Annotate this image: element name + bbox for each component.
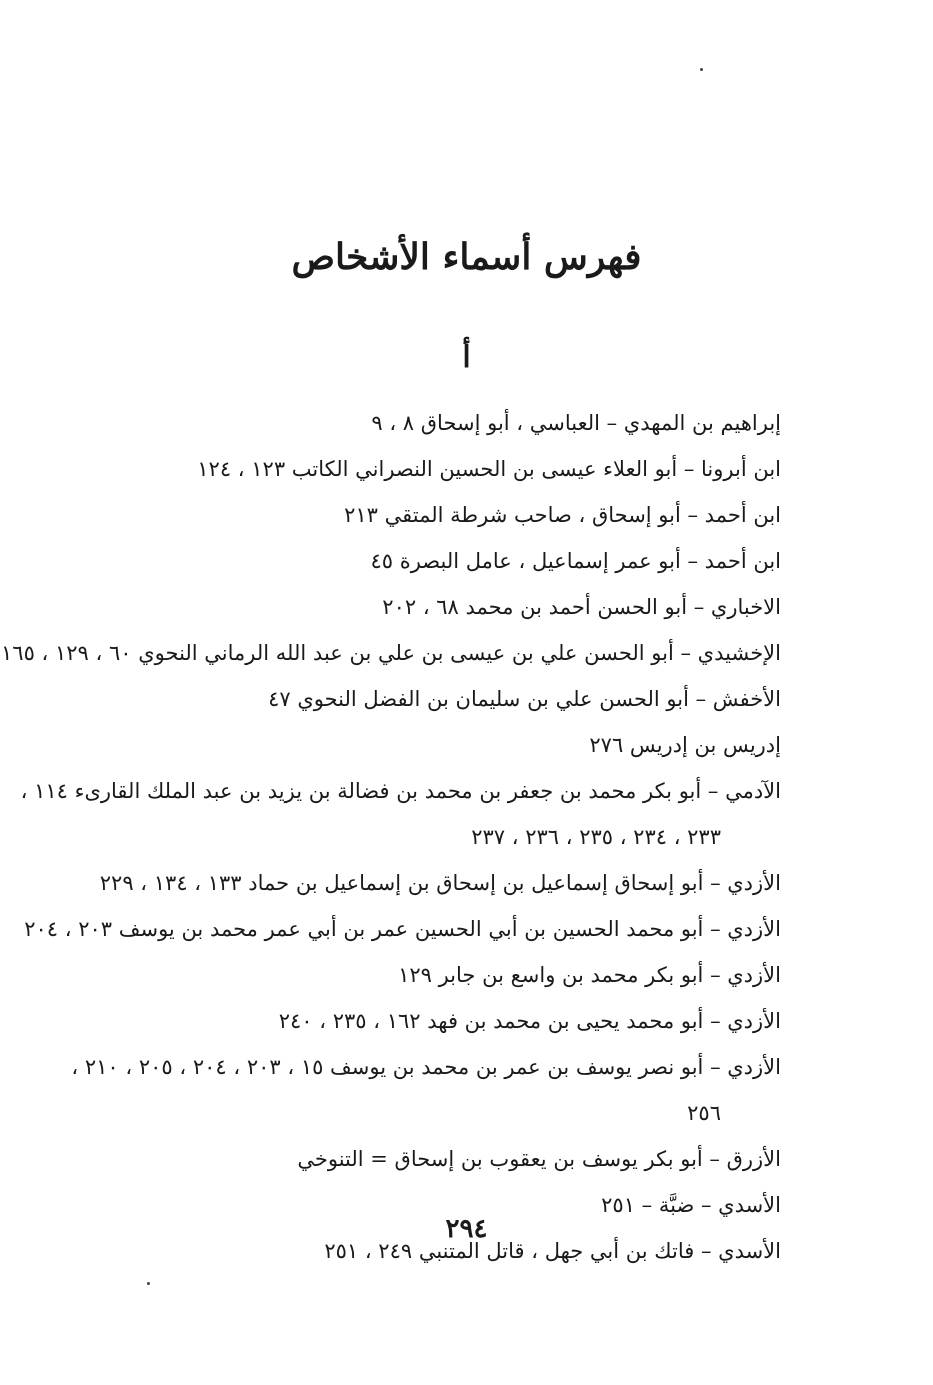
index-entry: الأسدي – ضبَّة – ٢٥١ [601,1193,781,1217]
index-entry: الأزدي – أبو محمد الحسين بن أبي الحسين عمر بن أبي عمر محمد بن يوسف ٢٠٣ ، ٢٠٤ [24,917,781,941]
index-entry: الأزدي – أبو إسحاق إسماعيل بن إسحاق بن إسماعيل بن حماد ١٣٣ ، ١٣٤ ، ٢٢٩ [99,871,781,895]
index-entry: الأزدي – أبو بكر محمد بن واسع بن جابر ١٢٩ [398,963,781,987]
page-title-text: فهرس أسماء الأشخاص [291,236,642,278]
index-entry: ابن أحمد – أبو إسحاق ، صاحب شرطة المتقي ٢١٣ [344,503,781,527]
index-entry: الإخشيدي – أبو الحسن علي بن عيسى بن علي بن عبد الله الرماني النحوي ٦٠ ، ١٢٩ ، ١٦٥ [1,641,781,665]
index-entry: الأخفش – أبو الحسن علي بن سليمان بن الفضل النحوي ٤٧ [268,687,781,711]
index-entry-continuation: ٢٣٣ ، ٢٣٤ ، ٢٣٥ ، ٢٣٦ ، ٢٣٧ [471,825,721,849]
index-entry: ابن أحمد – أبو عمر إسماعيل ، عامل البصرة ٤٥ [370,549,781,573]
index-entry: إدريس بن إدريس ٢٧٦ [589,733,781,757]
index-entry: إبراهيم بن المهدي – العباسي ، أبو إسحاق ٨ ، ٩ [371,411,781,435]
index-entry-continuation: ٢٥٦ [687,1101,721,1125]
index-entry: الأزدي – أبو نصر يوسف بن عمر بن محمد بن يوسف ١٥ ، ٢٠٣ ، ٢٠٤ ، ٢٠٥ ، ٢١٠ ، ٢٥٦ [91,1044,781,1136]
index-entry: الأزدي – أبو محمد يحيى بن محمد بن فهد ١٦٢ ، ٢٣٥ ، ٢٤٠ [278,1009,781,1033]
page-number: ٢٩٤ [445,1214,488,1244]
index-entry: ابن أبرونا – أبو العلاء عيسى بن الحسين النصراني الكاتب ١٢٣ ، ١٢٤ [197,457,781,481]
section-letter: أ [462,340,471,375]
scan-speck [700,68,703,71]
scan-speck [147,1282,150,1285]
index-entry: الأسدي – فاتك بن أبي جهل ، قاتل المتنبي ٢٤٩ ، ٢٥١ [324,1239,781,1263]
index-entries [1,400,781,1274]
index-entry: الأزرق – أبو بكر يوسف بن يعقوب بن إسحاق = التنوخي [297,1147,781,1171]
index-entry: الآدمي – أبو بكر محمد بن جعفر بن محمد بن فضالة بن يزيد بن عبد الملك القارىء ١١٤ ، ٢٣٣ ، ٢٣٤ ، ٢٣٥ ، ٢٣٦ ، ٢٣٧ [91,768,781,860]
page-title [0,236,933,278]
index-entry: الاخباري – أبو الحسن أحمد بن محمد ٦٨ ، ٢٠٢ [382,595,781,619]
